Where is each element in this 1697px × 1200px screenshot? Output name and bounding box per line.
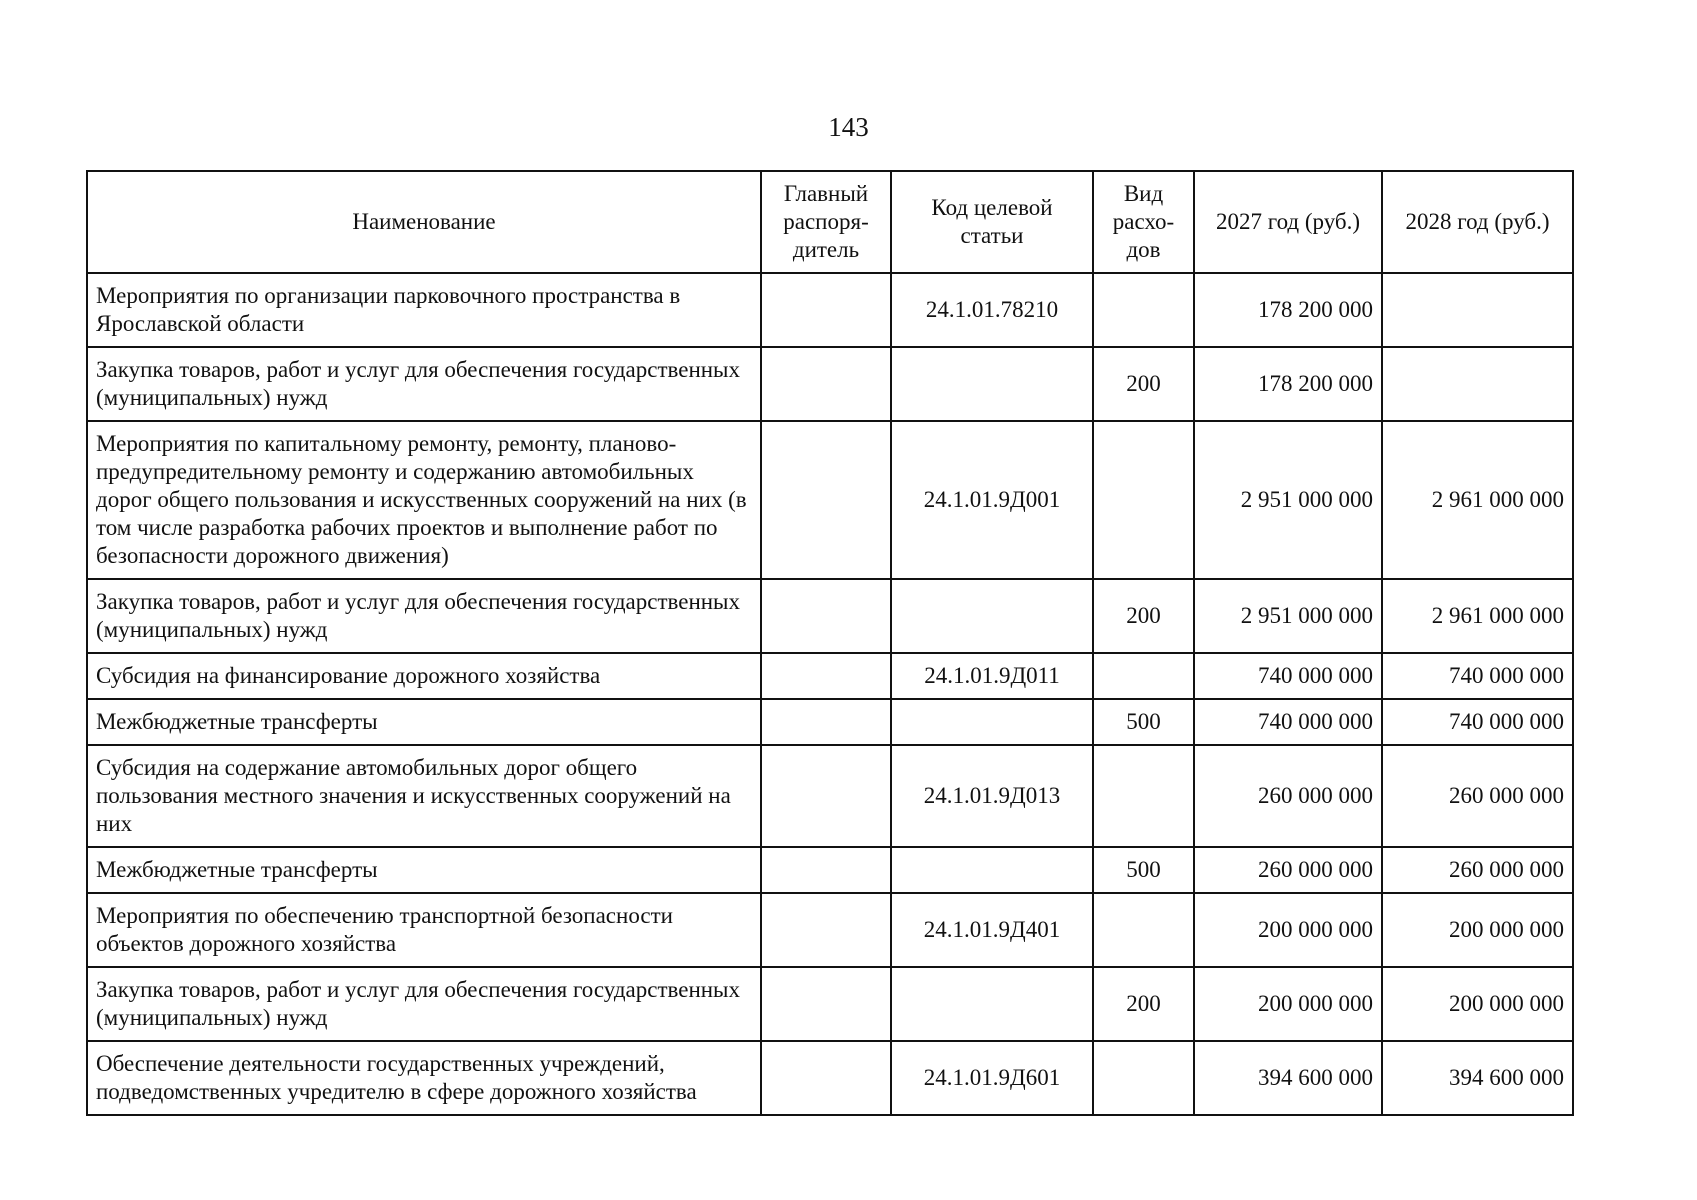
row-year-2027: 260 000 000 (1194, 745, 1382, 847)
row-expense-type (1093, 653, 1194, 699)
row-year-2027: 178 200 000 (1194, 347, 1382, 421)
header-expense-type: Вид расхо-дов (1093, 171, 1194, 273)
row-manager (761, 273, 891, 347)
row-year-2028: 200 000 000 (1382, 893, 1573, 967)
row-name: Мероприятия по обеспечению транспортной безопасности объектов дорожного хозяйства (87, 893, 761, 967)
budget-table (86, 170, 1574, 1116)
row-expense-type: 200 (1093, 579, 1194, 653)
row-year-2028: 2 961 000 000 (1382, 579, 1573, 653)
row-year-2027: 740 000 000 (1194, 653, 1382, 699)
table-row (87, 745, 1573, 847)
row-year-2027: 740 000 000 (1194, 699, 1382, 745)
row-manager (761, 967, 891, 1041)
row-year-2027: 2 951 000 000 (1194, 421, 1382, 579)
header-year-2028: 2028 год (руб.) (1382, 171, 1573, 273)
header-manager: Главный распоря-дитель (761, 171, 891, 273)
table-row (87, 967, 1573, 1041)
table-row (87, 847, 1573, 893)
row-expense-type: 200 (1093, 967, 1194, 1041)
row-year-2027: 200 000 000 (1194, 967, 1382, 1041)
row-code: 24.1.01.9Д013 (891, 745, 1093, 847)
table-row (87, 653, 1573, 699)
row-code (891, 579, 1093, 653)
row-manager (761, 1041, 891, 1115)
row-code (891, 847, 1093, 893)
header-code: Код целевой статьи (891, 171, 1093, 273)
row-code (891, 699, 1093, 745)
row-year-2027: 2 951 000 000 (1194, 579, 1382, 653)
row-manager (761, 893, 891, 967)
table-row (87, 1041, 1573, 1115)
row-code: 24.1.01.78210 (891, 273, 1093, 347)
row-expense-type (1093, 421, 1194, 579)
table-row (87, 347, 1573, 421)
row-year-2028 (1382, 347, 1573, 421)
row-manager (761, 421, 891, 579)
row-code: 24.1.01.9Д011 (891, 653, 1093, 699)
row-name: Межбюджетные трансферты (87, 847, 761, 893)
row-expense-type: 500 (1093, 699, 1194, 745)
table-row (87, 699, 1573, 745)
row-code: 24.1.01.9Д601 (891, 1041, 1093, 1115)
table-header-row (87, 171, 1573, 273)
row-manager (761, 745, 891, 847)
row-code: 24.1.01.9Д401 (891, 893, 1093, 967)
row-expense-type: 200 (1093, 347, 1194, 421)
row-name: Закупка товаров, работ и услуг для обеспечения государственных (муниципальных) нужд (87, 967, 761, 1041)
row-name: Обеспечение деятельности государственных учреждений, подведомственных учредителю в сфере дорожного хозяйства (87, 1041, 761, 1115)
row-year-2028: 394 600 000 (1382, 1041, 1573, 1115)
row-year-2027: 200 000 000 (1194, 893, 1382, 967)
row-expense-type (1093, 893, 1194, 967)
row-year-2028: 260 000 000 (1382, 847, 1573, 893)
row-name: Мероприятия по капитальному ремонту, ремонту, планово-предупредительному ремонту и содержанию автомобильных дорог общего пользования и искусственных сооружений на них (в том числе разработка рабочих проектов и выполнение работ по безопасности дорожного движения) (87, 421, 761, 579)
table-row (87, 893, 1573, 967)
header-year-2027: 2027 год (руб.) (1194, 171, 1382, 273)
row-name: Субсидия на содержание автомобильных дорог общего пользования местного значения и искусственных сооружений на них (87, 745, 761, 847)
row-code: 24.1.01.9Д001 (891, 421, 1093, 579)
row-manager (761, 653, 891, 699)
row-year-2028: 2 961 000 000 (1382, 421, 1573, 579)
table-row (87, 273, 1573, 347)
row-year-2028: 740 000 000 (1382, 653, 1573, 699)
row-year-2028: 740 000 000 (1382, 699, 1573, 745)
row-name: Мероприятия по организации парковочного пространства в Ярославской области (87, 273, 761, 347)
row-name: Закупка товаров, работ и услуг для обеспечения государственных (муниципальных) нужд (87, 347, 761, 421)
row-expense-type (1093, 745, 1194, 847)
row-manager (761, 699, 891, 745)
row-name: Закупка товаров, работ и услуг для обеспечения государственных (муниципальных) нужд (87, 579, 761, 653)
row-year-2027: 260 000 000 (1194, 847, 1382, 893)
row-year-2028: 200 000 000 (1382, 967, 1573, 1041)
row-expense-type (1093, 1041, 1194, 1115)
row-year-2027: 394 600 000 (1194, 1041, 1382, 1115)
row-expense-type: 500 (1093, 847, 1194, 893)
row-code (891, 967, 1093, 1041)
row-manager (761, 579, 891, 653)
row-year-2028: 260 000 000 (1382, 745, 1573, 847)
table-row (87, 421, 1573, 579)
row-code (891, 347, 1093, 421)
row-year-2027: 178 200 000 (1194, 273, 1382, 347)
row-name: Межбюджетные трансферты (87, 699, 761, 745)
header-name: Наименование (87, 171, 761, 273)
row-expense-type (1093, 273, 1194, 347)
row-manager (761, 347, 891, 421)
row-name: Субсидия на финансирование дорожного хозяйства (87, 653, 761, 699)
row-year-2028 (1382, 273, 1573, 347)
page-number: 143 (828, 112, 869, 142)
table-row (87, 579, 1573, 653)
row-manager (761, 847, 891, 893)
